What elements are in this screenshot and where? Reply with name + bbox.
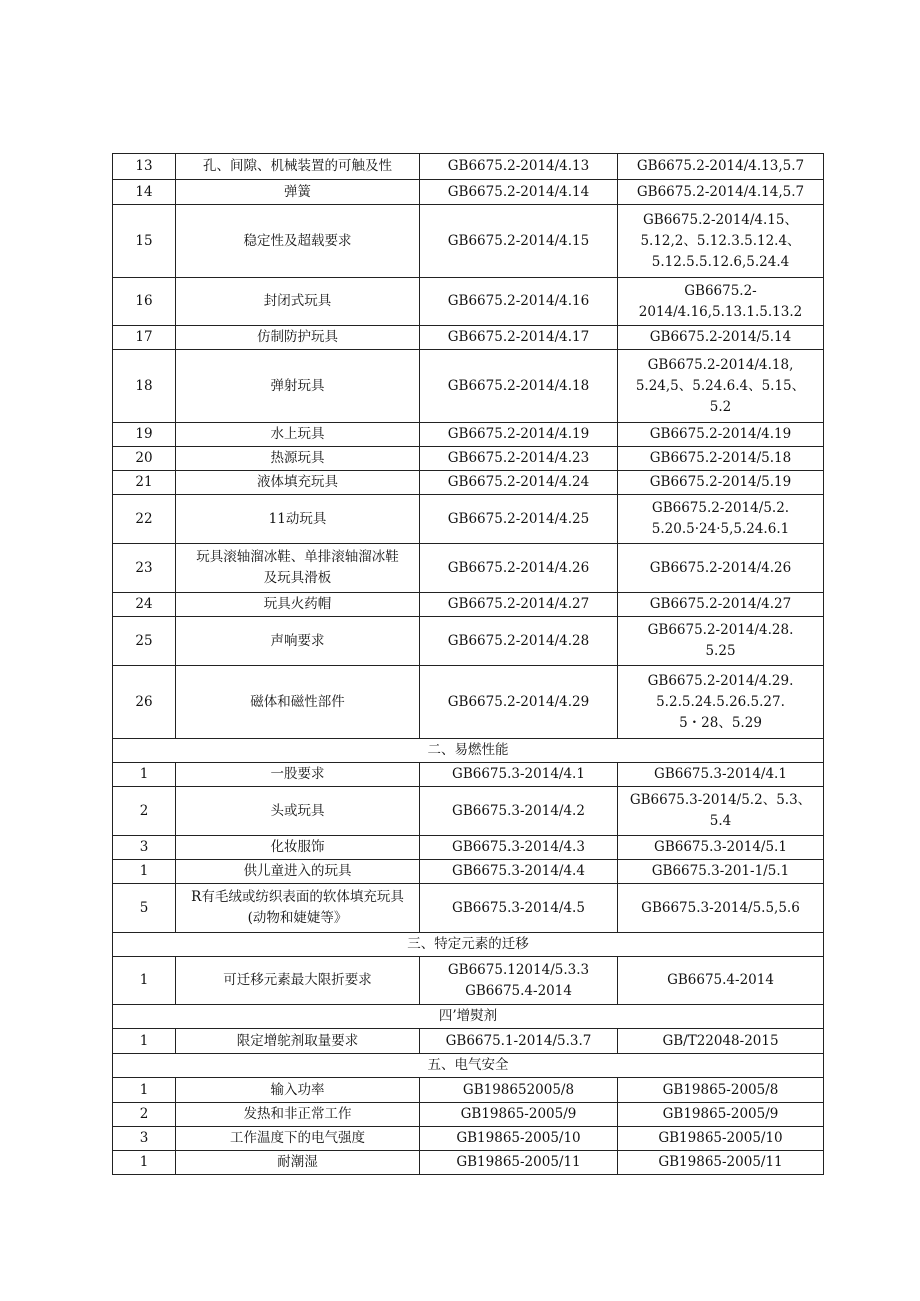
test-method: GB6675.2-2014/4.29. 5.2.5.24.5.26.5.27. 5・28、5.29 <box>618 666 824 739</box>
test-item: R有毛绒或纺织表面的软体填充玩具 (动物和婕婕等》 <box>176 884 420 933</box>
test-item: 玩具滚轴溜冰鞋、单排滚轴溜冰鞋 及玩具滑板 <box>176 544 420 593</box>
test-method: GB6675.3-2014/5.2、5.3、 5.4 <box>618 787 824 836</box>
standard-clause: GB6675.2-2014/4.14 <box>420 180 618 205</box>
row-number: 3 <box>113 836 176 860</box>
test-method: GB6675.2-2014/4.14,5.7 <box>618 180 824 205</box>
test-item: 玩具火药帽 <box>176 593 420 617</box>
test-item: 稳定性及超载要求 <box>176 205 420 278</box>
standard-clause: GB6675.2-2014/4.29 <box>420 666 618 739</box>
standard-clause: GB6675.3-2014/4.1 <box>420 763 618 787</box>
row-number: 18 <box>113 350 176 423</box>
standard-clause: GB19865-2005/9 <box>420 1103 618 1127</box>
standard-clause: GB6675.2-2014/4.26 <box>420 544 618 593</box>
section-header-row <box>113 739 824 763</box>
row-number: 23 <box>113 544 176 593</box>
row-number: 20 <box>113 447 176 471</box>
standard-clause: GB19865-2005/10 <box>420 1127 618 1151</box>
standard-clause: GB6675.1-2014/5.3.7 <box>420 1029 618 1054</box>
row-number: 1 <box>113 957 176 1005</box>
table-row <box>113 154 824 180</box>
test-item: 工作温度下的电气强度 <box>176 1127 420 1151</box>
table-row <box>113 787 824 836</box>
table-row <box>113 836 824 860</box>
row-number: 15 <box>113 205 176 278</box>
section-header: 五、电气安全 <box>113 1054 824 1078</box>
row-number: 1 <box>113 1078 176 1103</box>
section-header-row <box>113 1054 824 1078</box>
test-method: GB6675.2-2014/5.2. 5.20.5·24·5,5.24.6.1 <box>618 495 824 544</box>
table-row <box>113 544 824 593</box>
test-item: 声响要求 <box>176 617 420 666</box>
test-item: 供儿童进入的玩具 <box>176 860 420 884</box>
test-item: 弹簧 <box>176 180 420 205</box>
test-item: 水上玩具 <box>176 423 420 447</box>
table-row <box>113 860 824 884</box>
row-number: 13 <box>113 154 176 180</box>
row-number: 1 <box>113 763 176 787</box>
section-header: 四’增熨剂 <box>113 1005 824 1029</box>
test-item: 限定增鸵剂取量要求 <box>176 1029 420 1054</box>
row-number: 22 <box>113 495 176 544</box>
table-row <box>113 423 824 447</box>
test-item: 液体填充玩具 <box>176 471 420 495</box>
test-item: 孔、间隙、机械装置的可触及性 <box>176 154 420 180</box>
test-method: GB6675.2-2014/4.13,5.7 <box>618 154 824 180</box>
row-number: 16 <box>113 278 176 326</box>
table-row <box>113 447 824 471</box>
test-method: GB19865-2005/8 <box>618 1078 824 1103</box>
table-row <box>113 471 824 495</box>
test-method: GB6675.2-2014/4.28. 5.25 <box>618 617 824 666</box>
test-item: 弹射玩具 <box>176 350 420 423</box>
row-number: 2 <box>113 1103 176 1127</box>
row-number: 1 <box>113 1151 176 1175</box>
section-header: 二、易燃性能 <box>113 739 824 763</box>
table-row <box>113 350 824 423</box>
row-number: 19 <box>113 423 176 447</box>
test-item: 化妆服饰 <box>176 836 420 860</box>
section-header-row <box>113 1005 824 1029</box>
test-item: 耐潮湿 <box>176 1151 420 1175</box>
standard-clause: GB6675.2-2014/4.23 <box>420 447 618 471</box>
standard-clause: GB6675.12014/5.3.3 GB6675.4-2014 <box>420 957 618 1005</box>
standard-clause: GB6675.3-2014/4.2 <box>420 787 618 836</box>
standard-clause: GB6675.2-2014/4.25 <box>420 495 618 544</box>
table-row <box>113 326 824 350</box>
test-method: GB6675.2- 2014/4.16,5.13.1.5.13.2 <box>618 278 824 326</box>
test-item: 仿制防护玩具 <box>176 326 420 350</box>
standard-clause: GB6675.3-2014/4.3 <box>420 836 618 860</box>
test-item: 可迁移元素最大限折要求 <box>176 957 420 1005</box>
test-method: GB6675.2-2014/5.14 <box>618 326 824 350</box>
standard-clause: GB19865-2005/11 <box>420 1151 618 1175</box>
standard-clause: GB6675.3-2014/4.4 <box>420 860 618 884</box>
table-row <box>113 495 824 544</box>
test-method: GB6675.2-2014/4.26 <box>618 544 824 593</box>
standard-clause: GB6675.2-2014/4.15 <box>420 205 618 278</box>
test-item: 输入功率 <box>176 1078 420 1103</box>
row-number: 25 <box>113 617 176 666</box>
table-row <box>113 1029 824 1054</box>
section-header-row <box>113 933 824 957</box>
standard-clause: GB6675.2-2014/4.28 <box>420 617 618 666</box>
standard-clause: GB6675.2-2014/4.19 <box>420 423 618 447</box>
test-item: 封闭式玩具 <box>176 278 420 326</box>
standard-clause: GB6675.2-2014/4.24 <box>420 471 618 495</box>
row-number: 1 <box>113 860 176 884</box>
test-item: 头或玩具 <box>176 787 420 836</box>
test-item: 磁体和磁性部件 <box>176 666 420 739</box>
table-row <box>113 278 824 326</box>
test-method: GB19865-2005/10 <box>618 1127 824 1151</box>
table-row <box>113 957 824 1005</box>
row-number: 1 <box>113 1029 176 1054</box>
test-method: GB6675.2-2014/4.18, 5.24,5、5.24.6.4、5.15、 5.2 <box>618 350 824 423</box>
test-method: GB6675.2-2014/4.19 <box>618 423 824 447</box>
test-method: GB6675.2-2014/4.27 <box>618 593 824 617</box>
standards-table-body <box>113 154 824 1175</box>
row-number: 14 <box>113 180 176 205</box>
row-number: 17 <box>113 326 176 350</box>
test-method: GB19865-2005/9 <box>618 1103 824 1127</box>
test-item: 一股要求 <box>176 763 420 787</box>
test-method: GB6675.2-2014/5.18 <box>618 447 824 471</box>
table-row <box>113 617 824 666</box>
table-row <box>113 593 824 617</box>
table-row <box>113 1078 824 1103</box>
table-row <box>113 763 824 787</box>
table-row <box>113 1103 824 1127</box>
test-method: GB6675.3-2014/4.1 <box>618 763 824 787</box>
standard-clause: GB6675.2-2014/4.27 <box>420 593 618 617</box>
row-number: 3 <box>113 1127 176 1151</box>
standard-clause: GB198652005/8 <box>420 1078 618 1103</box>
standard-clause: GB6675.2-2014/4.18 <box>420 350 618 423</box>
test-method: GB6675.2-2014/4.15、 5.12,2、5.12.3.5.12.4、 5.12.5.5.12.6,5.24.4 <box>618 205 824 278</box>
standard-clause: GB6675.2-2014/4.13 <box>420 154 618 180</box>
table-row <box>113 1151 824 1175</box>
row-number: 24 <box>113 593 176 617</box>
standards-table <box>112 153 824 1175</box>
test-item: 发热和非正常工作 <box>176 1103 420 1127</box>
row-number: 26 <box>113 666 176 739</box>
table-row <box>113 884 824 933</box>
row-number: 5 <box>113 884 176 933</box>
test-method: GB6675.3-2014/5.5,5.6 <box>618 884 824 933</box>
row-number: 21 <box>113 471 176 495</box>
standard-clause: GB6675.3-2014/4.5 <box>420 884 618 933</box>
test-method: GB19865-2005/11 <box>618 1151 824 1175</box>
test-method: GB6675.3-2014/5.1 <box>618 836 824 860</box>
standard-clause: GB6675.2-2014/4.16 <box>420 278 618 326</box>
standard-clause: GB6675.2-2014/4.17 <box>420 326 618 350</box>
test-method: GB6675.2-2014/5.19 <box>618 471 824 495</box>
table-row <box>113 180 824 205</box>
test-method: GB6675.3-201-1/5.1 <box>618 860 824 884</box>
table-row <box>113 1127 824 1151</box>
table-row <box>113 666 824 739</box>
test-item: 热源玩具 <box>176 447 420 471</box>
test-method: GB/T22048-2015 <box>618 1029 824 1054</box>
test-item: 11动玩具 <box>176 495 420 544</box>
row-number: 2 <box>113 787 176 836</box>
section-header: 三、特定元素的迁移 <box>113 933 824 957</box>
table-row <box>113 205 824 278</box>
test-method: GB6675.4-2014 <box>618 957 824 1005</box>
